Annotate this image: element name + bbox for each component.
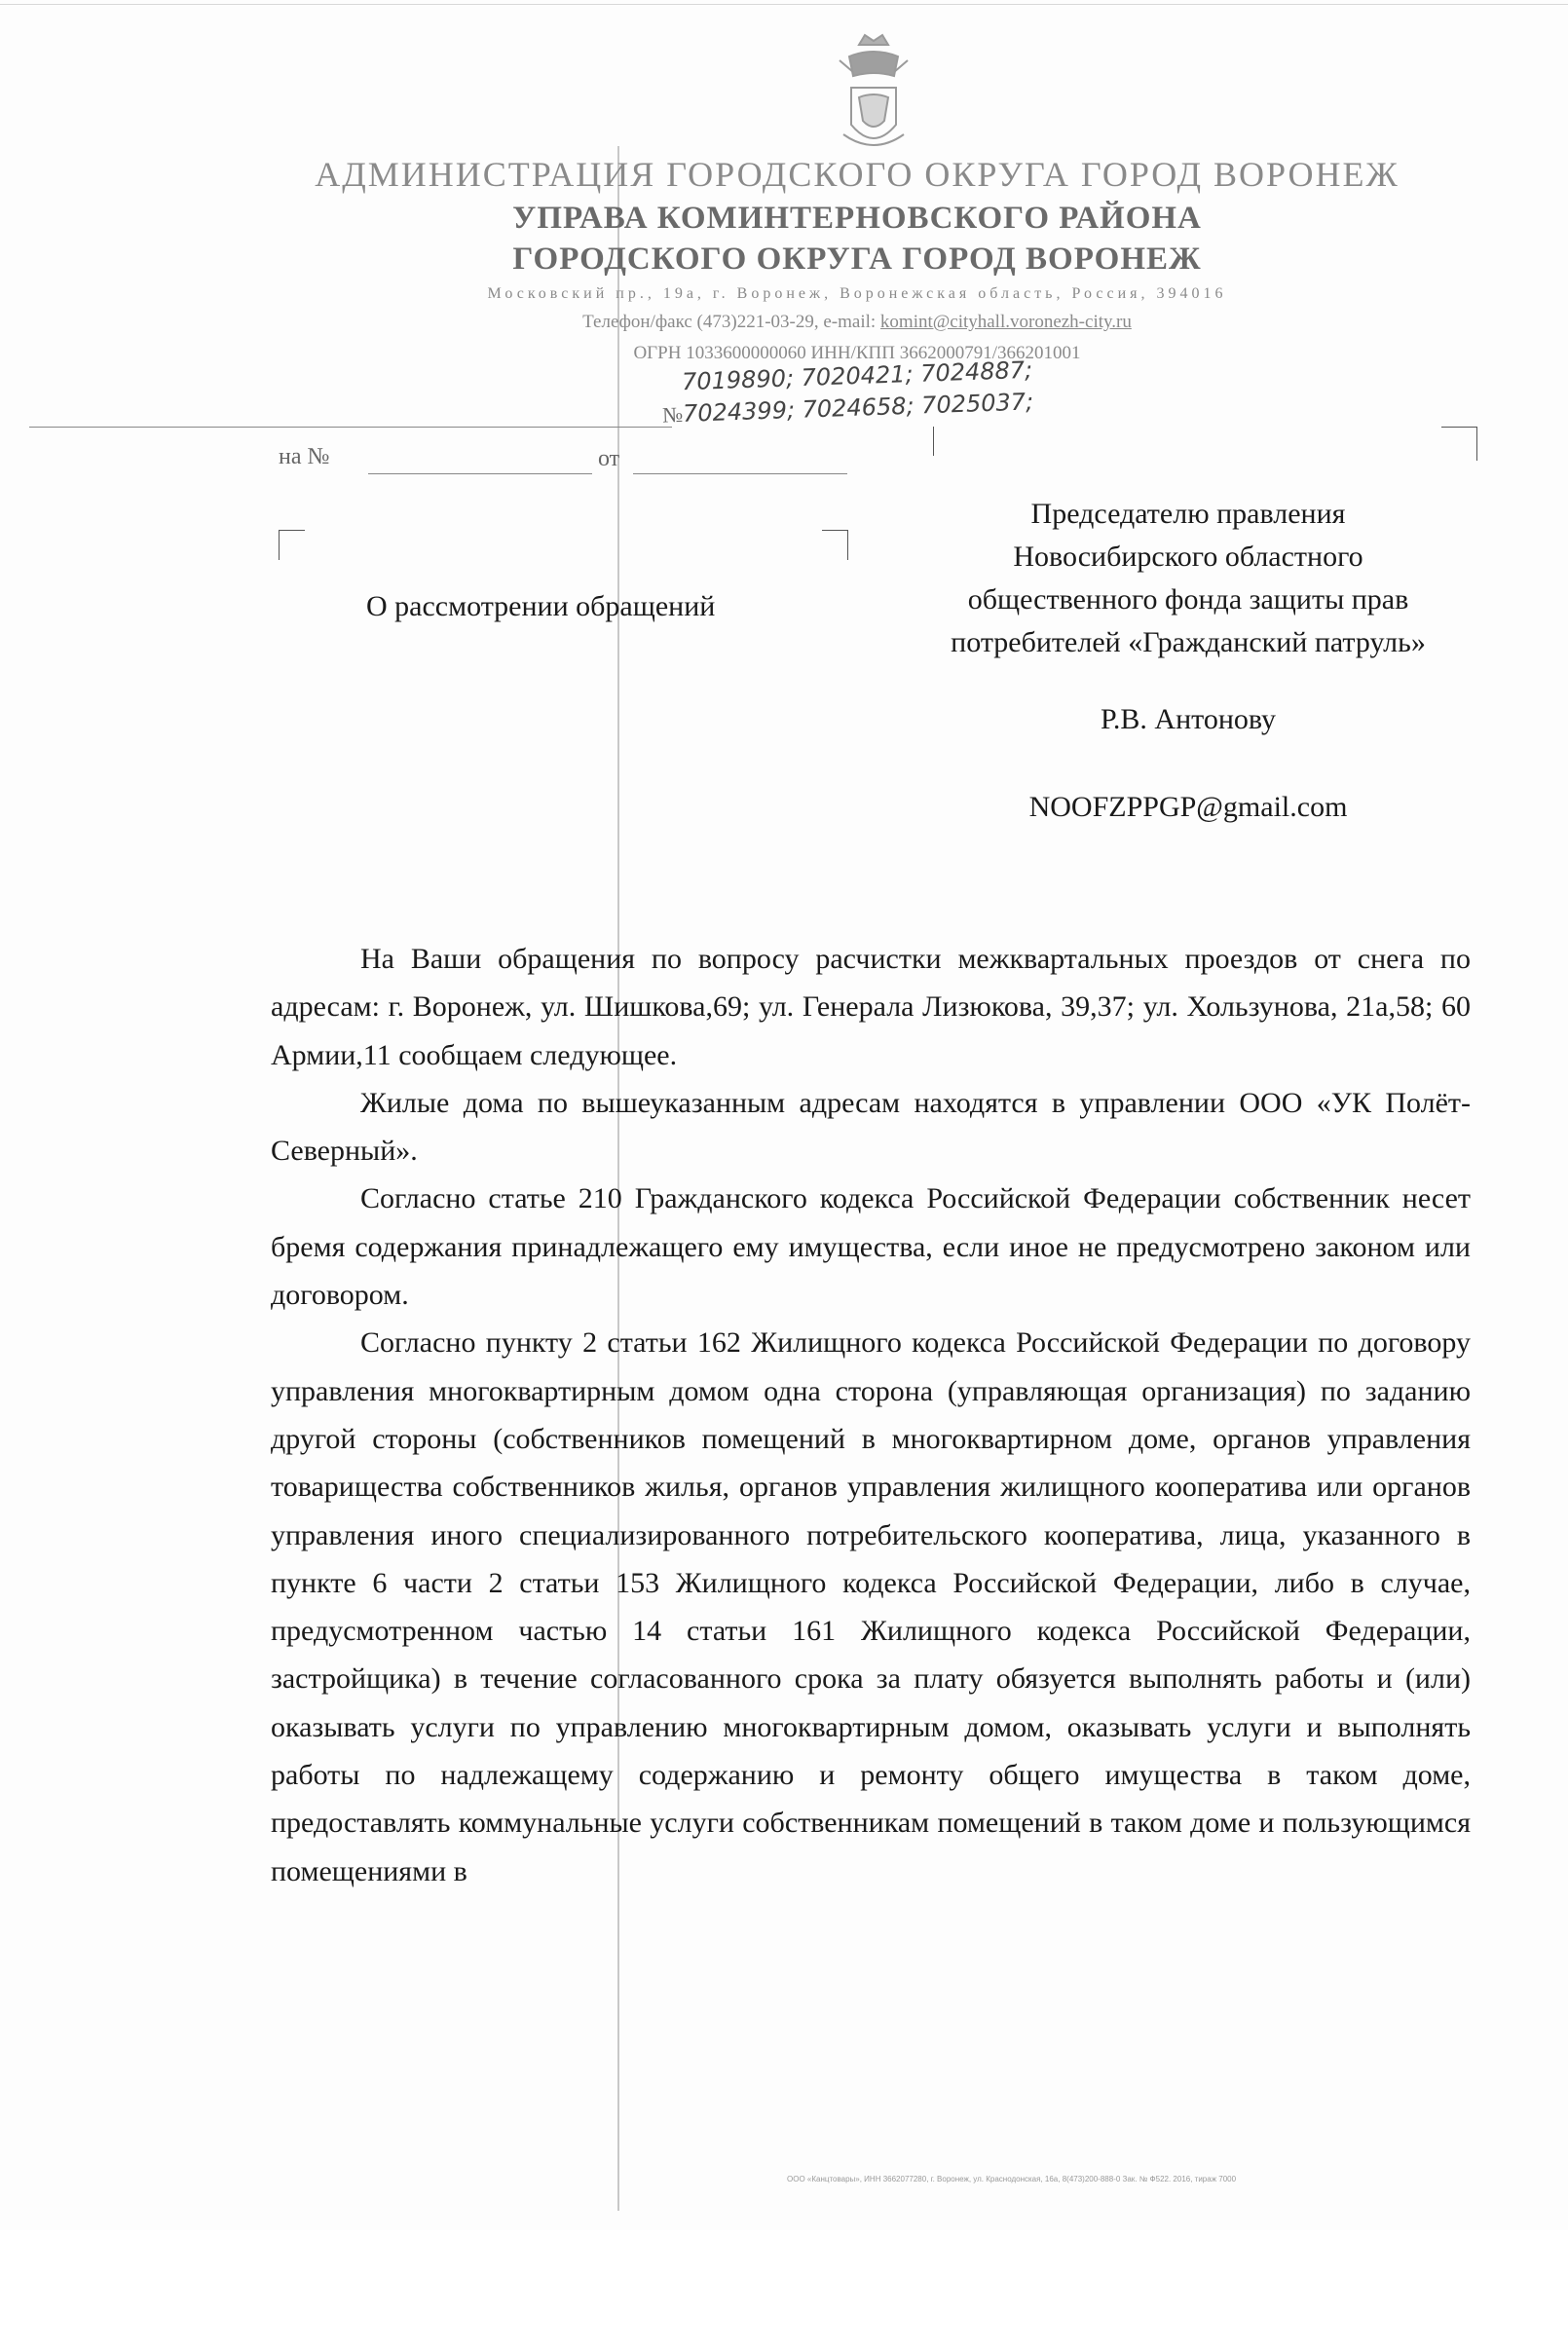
letter-subject: О рассмотрении обращений (366, 590, 716, 622)
letter-body (271, 935, 1471, 1895)
letterhead-email-link[interactable]: komint@cityhall.voronezh-city.ru (879, 312, 1132, 332)
reference-number-field[interactable] (368, 473, 592, 474)
recipient-name: Р.В. Антонову (1100, 703, 1277, 735)
body-paragraph: Согласно статье 210 Гражданского кодекса Российской Федерации собственник несет бремя содержания принадлежащего ему имущества, если иное не предусмотрено законом или договором. (271, 1182, 1471, 1312)
letterhead-registration: ОГРН 1033600000060 ИНН/КПП 3662000791/366201001 (633, 343, 1081, 363)
reference-date-field[interactable] (633, 473, 847, 474)
addressee-line: Председателю правления (1030, 498, 1346, 530)
addressee-line: Новосибирского областного (1013, 541, 1363, 573)
letterhead-address: Московский пр., 19а, г. Воронеж, Воронежская область, Россия, 394016 (487, 285, 1227, 302)
coat-of-arms-emblem (830, 27, 917, 164)
addressee-block (877, 493, 1500, 664)
body-paragraph: Жилые дома по вышеуказанным адресам находятся в управлении ООО «УК Полёт-Северный». (271, 1086, 1471, 1168)
corner-mark (279, 530, 305, 560)
corner-mark (822, 530, 848, 560)
outgoing-number-line (29, 427, 672, 428)
letterhead-city-district: ГОРОДСКОГО ОКРУГА ГОРОД ВОРОНЕЖ (512, 242, 1202, 277)
reference-number-label: на № (279, 444, 330, 469)
corner-mark (1441, 427, 1477, 461)
letterhead-district-council: УПРАВА КОМИНТЕРНОВСКОГО РАЙОНА (512, 201, 1202, 236)
print-footer: ООО «Канцтовары», ИНН 3662077280, г. Воронеж, ул. Краснодонская, 16а, 8(473)200-888-0 Зак. № Ф522. 2016, тираж 7000 (787, 2175, 1237, 2183)
corner-mark (933, 427, 934, 456)
letterhead-administration: АДМИНИСТРАЦИЯ ГОРОДСКОГО ОКРУГА ГОРОД ВОРОНЕЖ (315, 155, 1400, 194)
addressee-line: общественного фонда защиты прав (967, 583, 1409, 616)
letterhead-phone: Телефон/факс (473)221-03-29, e-mail: (582, 312, 880, 332)
letterhead-contacts (292, 312, 1422, 333)
number-sign: № (661, 401, 684, 428)
scan-top-line (0, 4, 1568, 5)
reference-date-label: от (598, 446, 620, 471)
handwritten-reg-numbers-1: 7019890; 7020421; 7024887; (681, 355, 1033, 396)
handwritten-reg-numbers-2-text: 7024399; 7024658; 7025037; (682, 388, 1034, 428)
addressee-line: потребителей «Гражданский патруль» (951, 626, 1426, 658)
recipient-email: NOOFZPPGP@gmail.com (1028, 791, 1348, 823)
body-paragraph: На Ваши обращения по вопросу расчистки межквартальных проездов от снега по адресам: г. Воронеж, ул. Шишкова,69; ул. Генерала Лизюкова, 39,37; ул. Хользунова, 21а,58; 60 Армии,11 сообщаем следующее. (271, 943, 1471, 1071)
body-paragraph: Согласно пункту 2 статьи 162 Жилищного кодекса Российской Федерации по договору управления многоквартирным домом одна сторона (управляющая организация) по заданию другой стороны (собственников помещений в многоквартирном доме, органов управления товарищества собственников жилья, органов управления жилищного кооператива или органов управления иного специализированного потребительского кооператива, лица, указанного в пункте 6 части 2 статьи 153 Жилищного кодекса Российской Федерации, либо в случае, предусмотренном частью 14 статьи 161 Жилищного кодекса Российской Федерации, застройщика) в течение согласованного срока за плату обязуется выполнять работы и (или) оказывать услуги по управлению многоквартирным домом, оказывать услуги и выполнять работы по надлежащему содержанию и ремонту общего имущества в таком доме, предоставлять коммунальные услуги собственникам помещений в таком доме и пользующимся помещениями в (271, 1326, 1471, 1887)
scan-margin (0, 2230, 1568, 2351)
